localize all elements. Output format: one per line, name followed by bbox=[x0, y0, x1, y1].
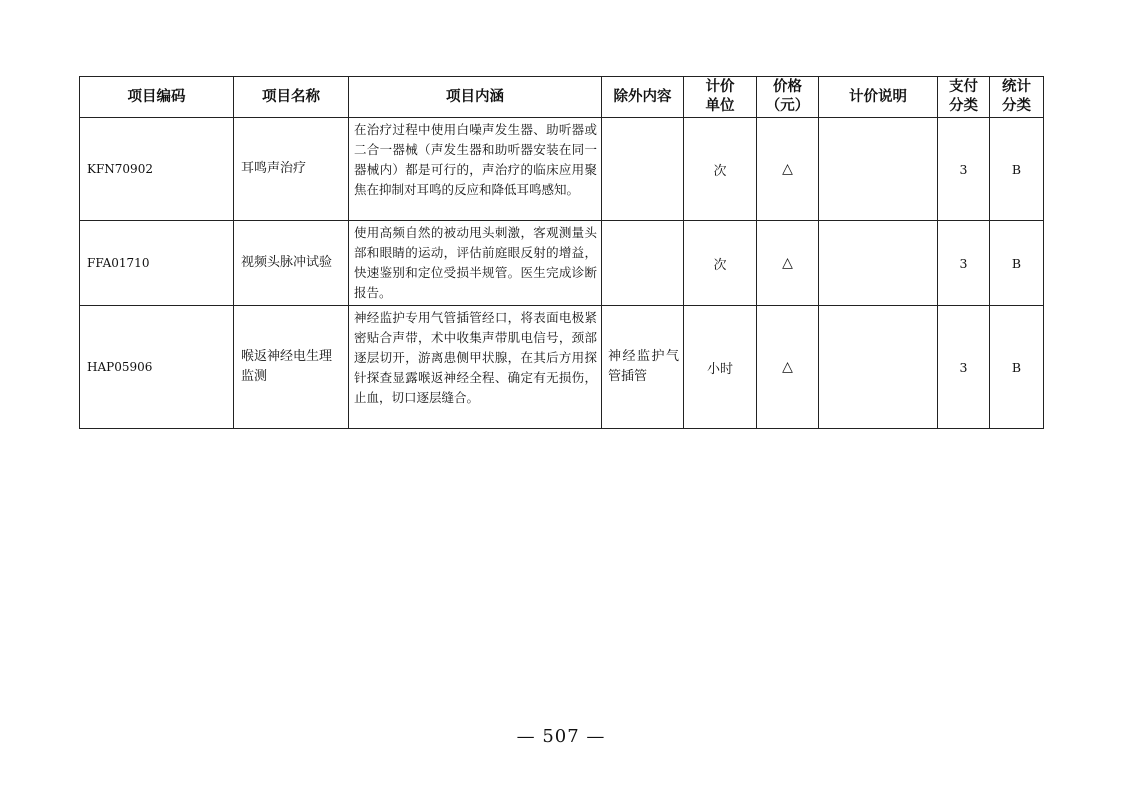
header-pay bbox=[938, 77, 990, 118]
header-price-line1: 价格 bbox=[773, 79, 802, 95]
cell-name: 视频头脉冲试验 bbox=[234, 221, 349, 306]
cell-pay: 3 bbox=[938, 118, 990, 221]
cell-price: △ bbox=[757, 221, 819, 306]
header-unit-line1: 计价 bbox=[705, 79, 735, 95]
header-price bbox=[757, 77, 819, 118]
cell-content: 在治疗过程中使用白噪声发生器、助听器或二合一器械（声发生器和助听器安装在同一器械内）都是可行的，声治疗的临床应用聚焦在抑制对耳鸣的反应和降低耳鸣感知。 bbox=[349, 118, 602, 221]
header-pay-line2: 分类 bbox=[949, 98, 978, 114]
cell-pay: 3 bbox=[938, 306, 990, 429]
cell-stat: B bbox=[990, 221, 1044, 306]
cell-code: FFA01710 bbox=[80, 221, 234, 306]
cell-unit: 次 bbox=[684, 221, 757, 306]
header-note: 计价说明 bbox=[819, 77, 938, 118]
cell-stat: B bbox=[990, 306, 1044, 429]
header-stat bbox=[990, 77, 1044, 118]
header-pay-line1: 支付 bbox=[949, 79, 978, 95]
header-stat-line2: 分类 bbox=[1002, 98, 1031, 114]
cell-exclusion bbox=[602, 118, 684, 221]
header-code: 项目编码 bbox=[80, 77, 234, 118]
cell-note bbox=[819, 306, 938, 429]
header-row bbox=[80, 77, 1044, 118]
cell-name: 喉返神经电生理监测 bbox=[234, 306, 349, 429]
cell-pay: 3 bbox=[938, 221, 990, 306]
header-price-line2: （元） bbox=[765, 98, 810, 114]
pricing-table bbox=[79, 76, 1044, 429]
table-row bbox=[80, 306, 1044, 429]
header-content: 项目内涵 bbox=[349, 77, 602, 118]
cell-name: 耳鸣声治疗 bbox=[234, 118, 349, 221]
cell-stat: B bbox=[990, 118, 1044, 221]
page-number: — 507 — bbox=[516, 726, 606, 747]
table-row bbox=[80, 118, 1044, 221]
table-row bbox=[80, 221, 1044, 306]
cell-code: KFN70902 bbox=[80, 118, 234, 221]
cell-price: △ bbox=[757, 306, 819, 429]
cell-exclusion bbox=[602, 221, 684, 306]
cell-exclusion: 神经监护气管插管 bbox=[602, 306, 684, 429]
header-unit bbox=[684, 77, 757, 118]
cell-unit: 小时 bbox=[684, 306, 757, 429]
cell-note bbox=[819, 118, 938, 221]
header-stat-line1: 统计 bbox=[1002, 79, 1031, 95]
cell-unit: 次 bbox=[684, 118, 757, 221]
header-exclusion: 除外内容 bbox=[602, 77, 684, 118]
header-unit-line2: 单位 bbox=[705, 98, 735, 114]
cell-note bbox=[819, 221, 938, 306]
header-name: 项目名称 bbox=[234, 77, 349, 118]
cell-content: 神经监护专用气管插管经口，将表面电极紧密贴合声带，术中收集声带肌电信号，颈部逐层切开，游离患侧甲状腺，在其后方用探针探查显露喉返神经全程、确定有无损伤，止血，切口逐层缝合。 bbox=[349, 306, 602, 429]
cell-content: 使用高频自然的被动甩头刺激，客观测量头部和眼睛的运动，评估前庭眼反射的增益，快速鉴别和定位受损半规管。医生完成诊断报告。 bbox=[349, 221, 602, 306]
cell-price: △ bbox=[757, 118, 819, 221]
cell-code: HAP05906 bbox=[80, 306, 234, 429]
